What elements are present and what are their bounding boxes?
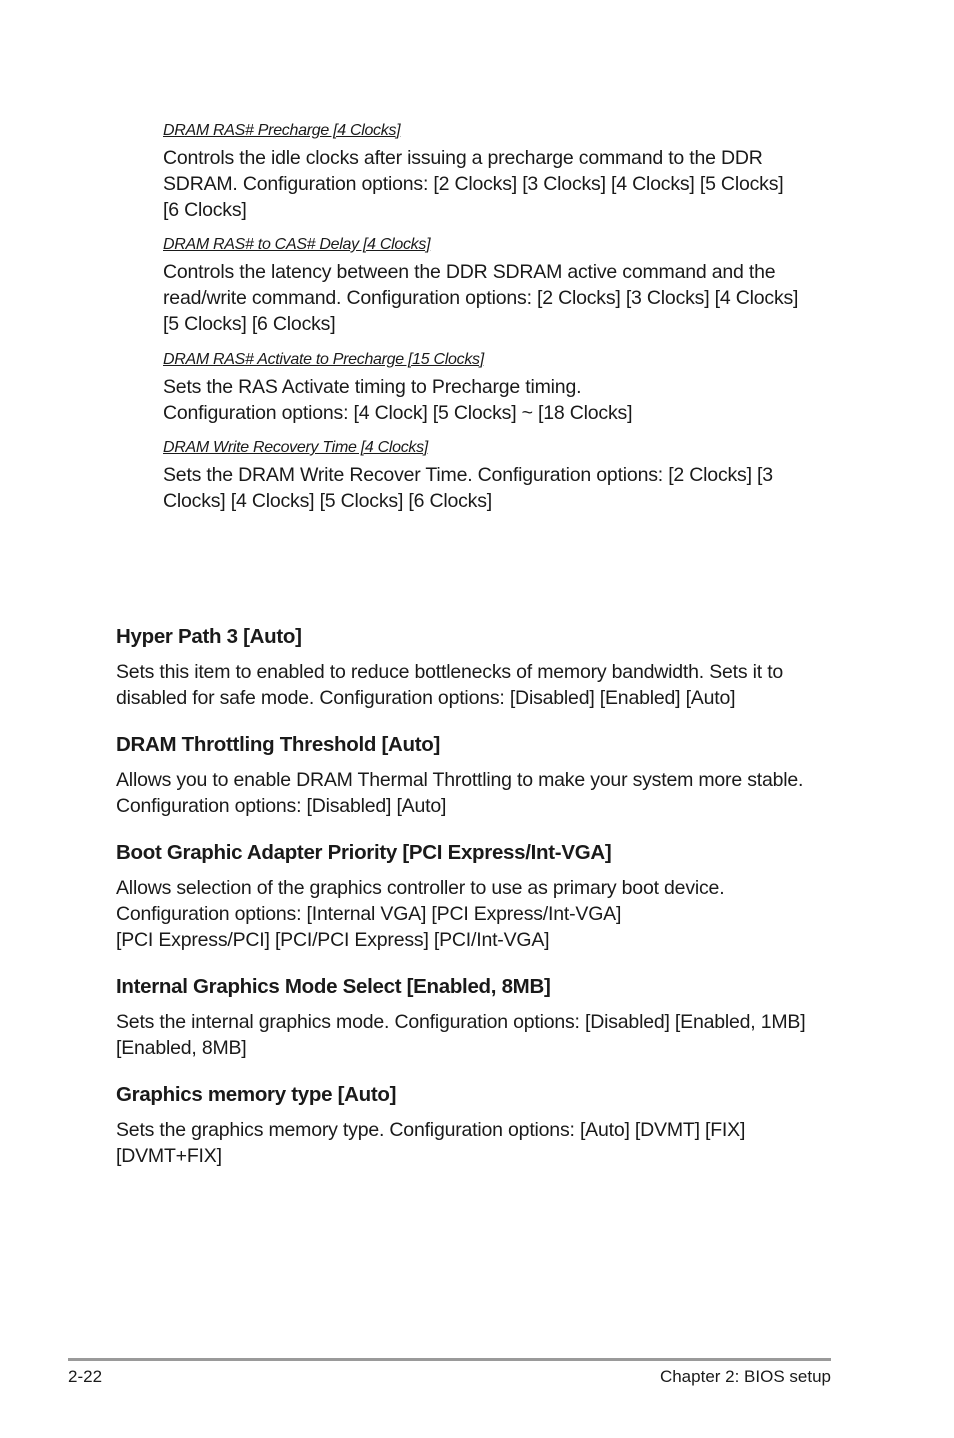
section-description: Sets the graphics memory type. Configuration options: [Auto] [DVMT] [FIX] [DVMT+FIX] [116,1119,746,1167]
section-internal-graphics-mode-select [116,974,836,1061]
subitem-description: Controls the idle clocks after issuing a precharge command to the DDR SDRAM. Configuration options: [2 Clocks] [3 Clocks] [4 Clocks] [5 Clocks] [6 Clocks] [163,147,784,221]
subitem-title: DRAM RAS# Precharge [4 Clocks] [163,122,401,139]
subitem-description: Sets the RAS Activate timing to Precharge timing. Configuration options: [4 Clock] [5 Clocks] ~ [18 Clocks] [163,376,633,424]
section-description: Allows you to enable DRAM Thermal Throttling to make your system more stable. Configuration options: [Disabled] [Auto] [116,769,804,817]
section-hyper-path-3 [116,624,836,711]
subitem-write-recovery-time [163,438,833,514]
subitem-ras-activate-to-precharge [163,350,833,426]
footer-divider [68,1358,831,1361]
section-title: DRAM Throttling Threshold [Auto] [116,733,441,756]
section-description: Sets the internal graphics mode. Configuration options: [Disabled] [Enabled, 1MB] [Enabled, 8MB] [116,1011,806,1059]
section-boot-graphic-adapter-priority [116,840,836,953]
page-number: 2-22 [68,1367,103,1386]
section-title: Hyper Path 3 [Auto] [116,625,302,648]
subitem-description: Sets the DRAM Write Recover Time. Configuration options: [2 Clocks] [3 Clocks] [4 Clocks] [5 Clocks] [6 Clocks] [163,464,773,512]
section-title: Boot Graphic Adapter Priority [PCI Express/Int-VGA] [116,841,612,864]
section-graphics-memory-type [116,1082,836,1169]
section-dram-throttling-threshold [116,732,836,819]
subitem-title: DRAM RAS# Activate to Precharge [15 Clocks] [163,351,484,368]
subitem-ras-precharge [163,121,833,223]
section-title: Graphics memory type [Auto] [116,1083,397,1106]
subitem-title: DRAM Write Recovery Time [4 Clocks] [163,439,428,456]
section-description: Allows selection of the graphics controller to use as primary boot device. Configuration options: [Internal VGA] [PCI Express/Int-VGA] [PCI Express/PCI] [PCI/PCI Express] [PCI/Int-VGA] [116,877,725,951]
subitem-description: Controls the latency between the DDR SDRAM active command and the read/write command. Configuration options: [2 Clocks] [3 Clocks] [4 Clocks] [5 Clocks] [6 Clocks] [163,261,799,335]
section-title: Internal Graphics Mode Select [Enabled, 8MB] [116,975,551,998]
chapter-title: Chapter 2: BIOS setup [659,1367,831,1386]
section-description: Sets this item to enabled to reduce bottlenecks of memory bandwidth. Sets it to disabled for safe mode. Configuration options: [Disabled] [Enabled] [Auto] [116,661,784,709]
subitem-title: DRAM RAS# to CAS# Delay [4 Clocks] [163,236,431,253]
subitem-ras-to-cas-delay [163,235,833,337]
